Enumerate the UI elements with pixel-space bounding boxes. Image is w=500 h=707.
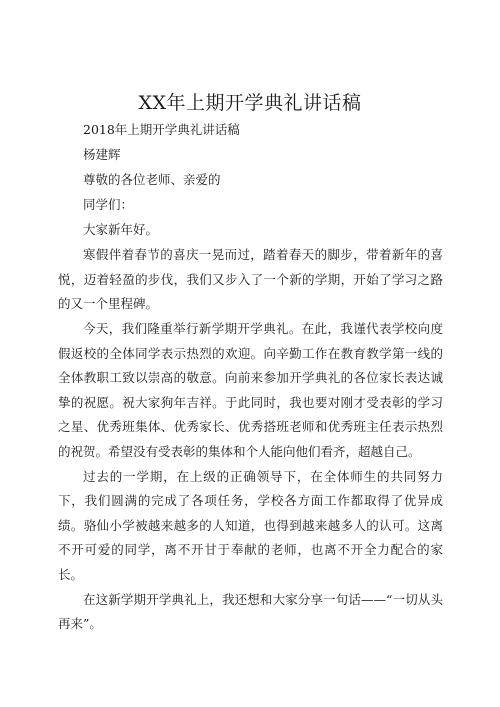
document-body [58,118,443,637]
body-paragraph: 过去的一学期，在上级的正确领导下，在全体师生的共同努力下，我们圆满的完成了各项任务，学校各方面工作都取得了优异成绩。骆仙小学被越来越多的人知道，也得到越来越多人的认可。这离不开可爱的同学，离不开甘于奉献的老师，也离不开全力配合的家长。 [58,468,443,582]
speech-heading: 2018年上期开学典礼讲话稿 [83,122,240,137]
speaker-name: 杨建辉 [83,147,121,162]
document-title: XX年上期开学典礼讲话稿 [138,92,362,114]
body-paragraph: 今天，我们隆重举行新学期开学典礼。在此，我谨代表学校向度假返校的全体同学表示热烈的欢迎。向辛勤工作在教育教学第一线的全体教职工致以崇高的敬意。向前来参加开学典礼的各位家长表达诚挚的祝愿。祝大家狗年吉祥。于此同时，我也要对刚才受表彰的学习之星、优秀班集体、优秀家长、优秀搭班老师和优秀班主任表示热烈的祝贺。希望没有受表彰的集体和个人能向他们看齐，超越自己。 [58,321,443,459]
body-paragraph: 寒假伴着春节的喜庆一晃而过，踏着春天的脚步，带着新年的喜悦，迈着轻盈的步伐，我们又步入了一个新的学期，开始了学习之路的又一个里程碑。 [58,247,443,311]
body-paragraph: 在这新学期开学典礼上，我还想和大家分享一句话——“一切从头再来”。 [58,591,443,631]
greeting: 大家新年好。 [83,222,159,237]
salutation-line-1: 尊敬的各位老师、亲爱的 [83,172,221,187]
salutation-line-2: 同学们： [83,197,134,212]
